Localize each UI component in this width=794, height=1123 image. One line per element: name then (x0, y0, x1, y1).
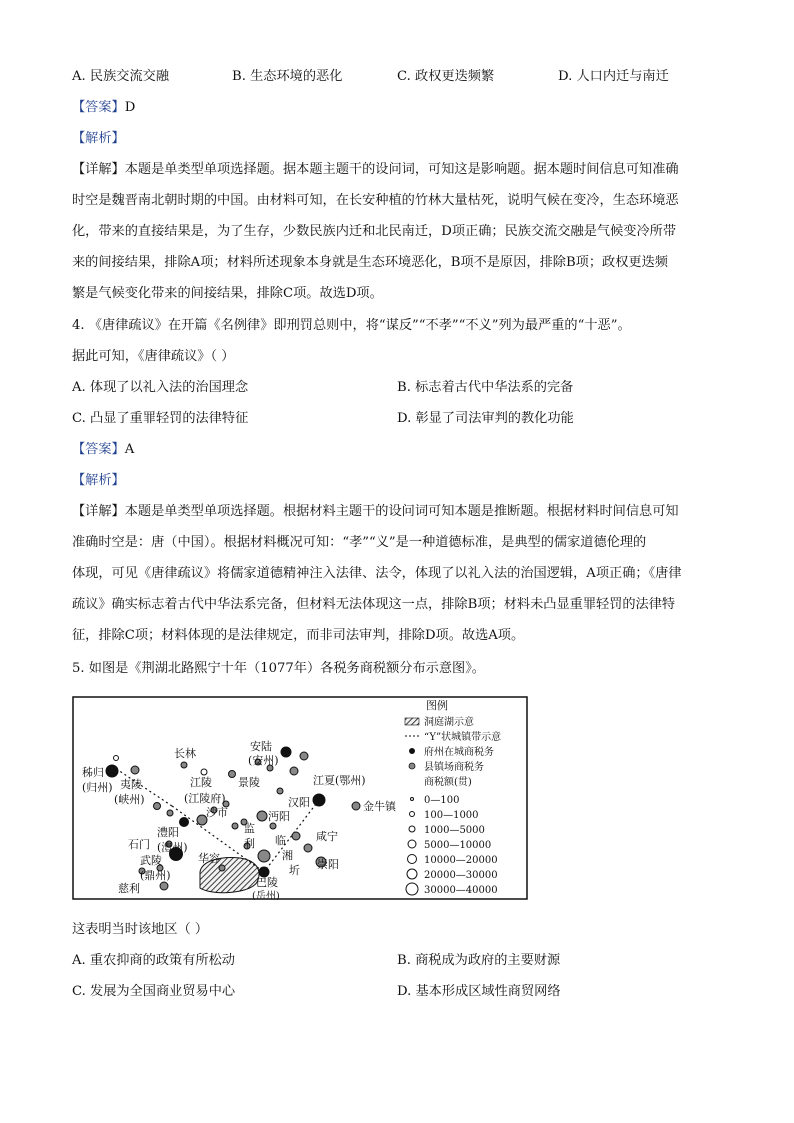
place-label: 巴陵 (256, 876, 278, 889)
legend-item: 府州在城商税务 (424, 747, 494, 758)
place-label: 慈利 (118, 882, 140, 895)
legend-scale: 1000—5000 (424, 825, 485, 836)
q4-option-b: B. 标志着古代中华法系的完备 (397, 380, 574, 395)
legend-item: “Y”状城镇带示意 (424, 732, 502, 743)
legend-scale: 10000—20000 (424, 855, 498, 866)
q3-detail-line: 时空是魏晋南北朝时期的中国。由材料可知，在长安种植的竹林大量枯死，说明气候在变冷，生态环境恶 (72, 193, 679, 208)
legend-county-dot (409, 763, 415, 769)
q4-option-c: C. 凸显了重罪轻罚的法律特征 (72, 411, 249, 426)
place-label: (归州) (82, 781, 113, 794)
place-label: 江陵 (190, 776, 212, 789)
legend-prefecture-dot (409, 748, 415, 754)
place-label: 江夏(鄂州) (313, 774, 366, 787)
place-label: 金牛镇 (363, 800, 396, 813)
place-label: 长林 (174, 747, 196, 760)
answer-label: 【答案】 (72, 442, 125, 457)
q3-detail-line: 【详解】本题是单类型单项选择题。据本题主题干的设问词，可知这是影响题。据本题时间信息可知准确 (72, 162, 679, 177)
q4-stem-line: 据此可知，《唐律疏议》（ ） (72, 349, 235, 364)
place-label: 圻 (289, 864, 300, 877)
place-label: 临 (275, 834, 286, 847)
q4-option-d: D. 彰显了司法审判的教化功能 (397, 411, 574, 426)
q3-option-d: D. 人口内迁与南迁 (558, 69, 669, 84)
q4-analysis-label: 【解析】 (72, 473, 125, 488)
tax-distribution-map (72, 696, 528, 900)
place-label: 秭归 (82, 766, 104, 779)
place-label: 石门 (128, 838, 150, 851)
q5-option-d: D. 基本形成区域性商贸网络 (397, 984, 561, 999)
place-label: 夷陵 (120, 778, 142, 791)
q4-detail-line: 体现，可见《唐律疏议》将儒家道德精神注入法律、法令，体现了以礼入法的治国逻辑，A项正确；《唐律 (72, 566, 682, 581)
q4-detail-line: 准确时空是：唐（中国）。根据材料概况可知：“孝”“义”是一种道德标准，是典型的儒家道德伦理的 (72, 535, 647, 550)
place-label: 安陆 (250, 740, 272, 753)
q3-detail-line: 化，带来的直接结果是，为了生存，少数民族内迁和北民南迁，D项正确；民族交流交融是气候变冷所带 (72, 224, 677, 239)
place-label: 监 (244, 822, 255, 835)
q5-followup: 这表明当时该地区（ ） (72, 922, 209, 937)
legend-scale: 0—100 (424, 795, 460, 806)
answer-value: D (124, 100, 136, 115)
legend-scale: 5000—10000 (424, 840, 492, 851)
legend-scale: 20000—30000 (424, 870, 498, 881)
q4-detail-line: 【详解】本题是单类型单项选择题。根据材料主题干的设问词可知本题是推断题。根据材料时间信息可知 (72, 504, 679, 519)
q3-detail-line: 来的间接结果，排除A项；材料所述现象本身就是生态环境恶化，B项不是原因，排除B项；政权更迭频 (72, 255, 668, 270)
answer-value: A (124, 442, 135, 457)
place-label: 崇阳 (317, 858, 339, 871)
q5-option-a: A. 重农抑商的政策有所松动 (72, 953, 235, 968)
place-label: 咸宁 (316, 830, 338, 843)
place-label: (鼎州) (140, 869, 171, 882)
legend-item: 商税额(贯) (424, 777, 472, 788)
legend-lake-swatch (405, 718, 419, 725)
place-label: (安州) (248, 754, 279, 767)
legend-item: 洞庭湖示意 (424, 717, 474, 728)
place-label: (岳州) (252, 891, 280, 900)
q5-stem: 5. 如图是《荆湖北路熙宁十年（1077年）各税务商税额分布示意图》。 (72, 661, 485, 676)
q3-detail-line: 繁是气候变化带来的间接结果，排除C项。故选D项。 (72, 286, 383, 301)
legend-item: 县镇场商税务 (424, 762, 484, 773)
legend-title: 图例 (426, 699, 448, 712)
q4-detail-line: 疏议》确实标志着古代中华法系完备，但材料无法体现这一点，排除B项；材料未凸显重罪轻罚的法律特 (72, 597, 676, 612)
place-label: 华容 (198, 852, 220, 865)
q3-analysis-label: 【解析】 (72, 131, 125, 146)
place-label: (江陵府) (184, 792, 226, 805)
q4-option-a: A. 体现了以礼入法的治国理念 (72, 380, 249, 395)
place-label: 景陵 (238, 776, 260, 789)
place-label: (澧州) (157, 841, 188, 854)
place-label: 沔阳 (268, 810, 290, 823)
q5-option-b: B. 商税成为政府的主要财源 (397, 953, 561, 968)
place-label: 汉阳 (288, 796, 310, 809)
q4-detail-line: 征，排除C项；材料体现的是法律规定，而非司法审判，排除D项。故选A项。 (72, 628, 525, 643)
place-label: 湘 (282, 849, 293, 862)
place-label: (峡州) (114, 793, 145, 806)
q3-answer (72, 99, 135, 117)
q3-option-a: A. 民族交流交融 (72, 69, 170, 84)
q3-option-c: C. 政权更迭频繁 (397, 69, 495, 84)
q4-stem-line: 4. 《唐律疏议》在开篇《名例律》即刑罚总则中，将“谋反”“不孝”“不义”列为最严重的“十恶”。 (72, 318, 631, 333)
place-label: 利 (244, 837, 255, 850)
place-label: 澧阳 (157, 826, 179, 839)
q3-option-b: B. 生态环境的恶化 (232, 69, 343, 84)
q4-answer (72, 441, 134, 459)
legend-scale: 100—1000 (424, 810, 479, 821)
legend-scale: 30000—40000 (424, 885, 498, 896)
place-label: 武陵 (140, 854, 162, 867)
place-label: 沙市 (206, 806, 228, 819)
answer-label: 【答案】 (72, 100, 125, 115)
q5-option-c: C. 发展为全国商业贸易中心 (72, 984, 236, 999)
